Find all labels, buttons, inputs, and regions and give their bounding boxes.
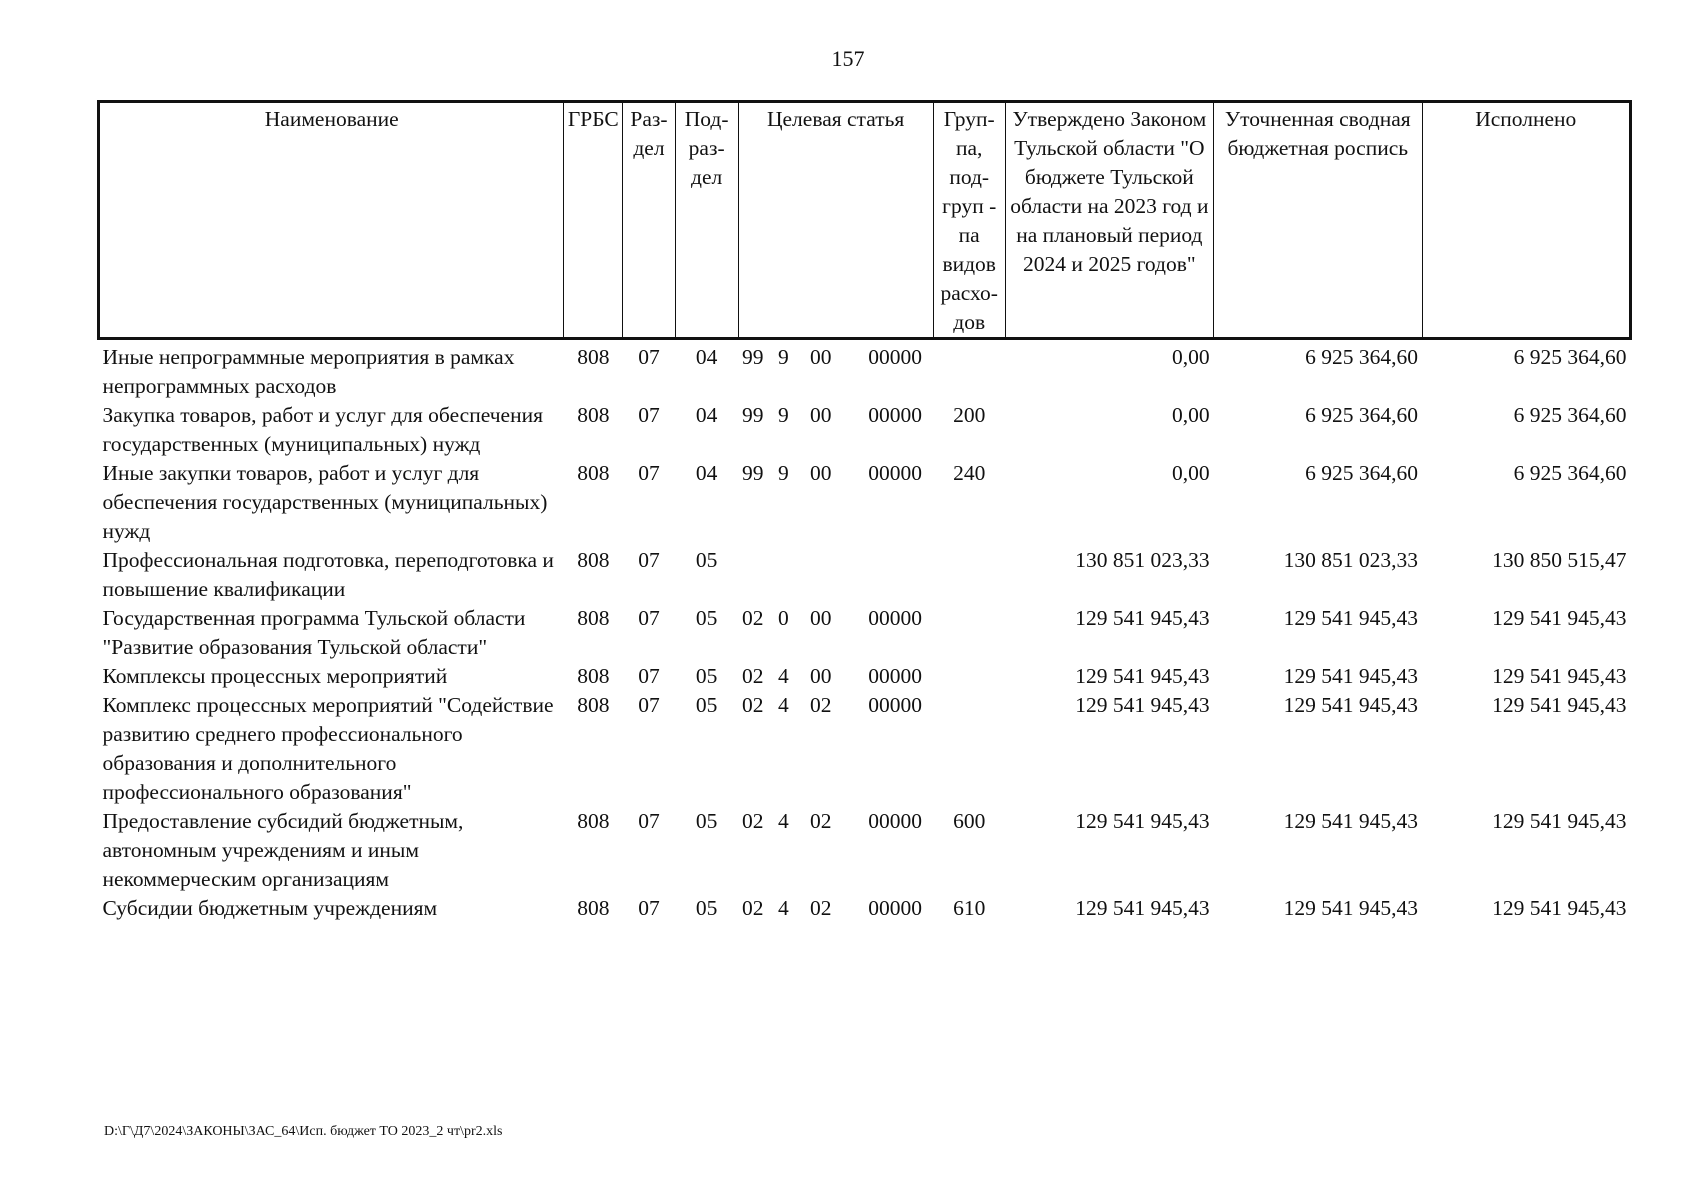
cell-target-article	[738, 339, 933, 402]
header-podrazdel: Под- раз- дел	[675, 102, 738, 339]
target-article-part-2: 4	[778, 896, 789, 920]
cell-razdel: 07	[638, 403, 660, 427]
cell-expense-group	[933, 339, 1005, 402]
target-article-part-4: 00000	[868, 693, 922, 717]
header-name: Наименование	[99, 102, 564, 339]
cell-razdel: 07	[638, 548, 660, 572]
target-article-part-4: 00000	[868, 664, 922, 688]
cell-approved: 0,00	[1171, 345, 1210, 369]
cell-approved: 129 541 945,43	[1075, 809, 1210, 833]
target-article-part-3: 02	[810, 693, 832, 717]
target-article-part-1: 02	[742, 606, 764, 630]
cell-podrazdel: 04	[695, 345, 718, 369]
cell-executed: 129 541 945,43	[1492, 809, 1627, 833]
cell-approved: 129 541 945,43	[1075, 606, 1210, 630]
cell-approved: 130 851 023,33	[1075, 548, 1210, 572]
cell-approved: 129 541 945,43	[1075, 693, 1210, 717]
cell-razdel: 07	[638, 345, 660, 369]
target-article-part-3: 00	[810, 664, 832, 688]
cell-razdel: 07	[638, 809, 660, 833]
table-header	[99, 102, 1631, 339]
cell-grbs: 808	[577, 461, 610, 485]
cell-target-article	[738, 604, 933, 662]
table-row	[99, 662, 1631, 691]
cell-grbs: 808	[577, 606, 610, 630]
cell-executed: 129 541 945,43	[1492, 664, 1627, 688]
cell-approved: 129 541 945,43	[1075, 896, 1210, 920]
cell-executed: 6 925 364,60	[1513, 403, 1627, 427]
target-article-part-3: 02	[810, 896, 832, 920]
target-article-part-1: 99	[742, 345, 764, 369]
cell-target-article	[738, 459, 933, 546]
cell-approved: 0,00	[1171, 461, 1210, 485]
cell-grbs: 808	[577, 345, 610, 369]
cell-executed: 6 925 364,60	[1513, 461, 1627, 485]
cell-target-article	[738, 662, 933, 691]
cell-grbs: 808	[577, 809, 610, 833]
cell-grbs: 808	[577, 896, 610, 920]
target-article-part-2: 4	[778, 809, 789, 833]
target-article-part-1: 99	[742, 403, 764, 427]
target-article-part-2: 9	[778, 403, 789, 427]
cell-executed: 6 925 364,60	[1513, 345, 1627, 369]
cell-approved: 0,00	[1171, 403, 1210, 427]
cell-expense-group	[933, 691, 1005, 807]
cell-expense-group: 610	[953, 896, 986, 920]
cell-razdel: 07	[638, 461, 660, 485]
cell-executed: 129 541 945,43	[1492, 896, 1627, 920]
cell-name: Государственная программа Тульской области "Развитие образования Тульской области"	[102, 606, 526, 659]
target-article-part-3: 00	[810, 606, 832, 630]
target-article-part-4: 00000	[868, 606, 922, 630]
cell-podrazdel: 04	[695, 403, 718, 427]
cell-podrazdel: 05	[695, 548, 718, 572]
cell-expense-group	[933, 604, 1005, 662]
budget-table	[97, 100, 1632, 923]
cell-name: Предоставление субсидий бюджетным, автономным учреждениям и иным некоммерческим организациям	[102, 809, 464, 891]
target-article-part-1: 99	[742, 461, 764, 485]
cell-refined: 6 925 364,60	[1305, 345, 1418, 369]
cell-target-article	[738, 691, 933, 807]
header-expense-group: Груп- па, под- груп - па видов расхо- дов	[933, 102, 1005, 339]
table-row	[99, 691, 1631, 807]
target-article-part-3: 00	[810, 461, 832, 485]
cell-target-article	[738, 401, 933, 459]
footer-file-path: D:\Г\Д7\2024\ЗАКОНЫ\ЗАС_64\Исп. бюджет ТО 2023_2 чт\pr2.xls	[104, 1124, 503, 1139]
target-article-part-1: 02	[742, 896, 764, 920]
header-target-article: Целевая статья	[738, 102, 933, 339]
target-article-part-1: 02	[742, 664, 764, 688]
target-article-part-2: 9	[778, 461, 789, 485]
cell-refined: 6 925 364,60	[1305, 461, 1418, 485]
table-body	[99, 339, 1631, 924]
cell-razdel: 07	[638, 606, 660, 630]
target-article-part-4: 00000	[868, 345, 922, 369]
cell-name: Закупка товаров, работ и услуг для обеспечения государственных (муниципальных) нужд	[102, 403, 543, 456]
cell-name: Комплекс процессных мероприятий "Содействие развитию среднего профессионального образования и дополнительного профессионального образования"	[102, 693, 554, 804]
cell-expense-group: 200	[953, 403, 986, 427]
target-article-part-4: 00000	[868, 403, 922, 427]
table-row	[99, 339, 1631, 402]
cell-executed: 129 541 945,43	[1492, 606, 1627, 630]
target-article-part-1: 02	[742, 809, 764, 833]
header-approved: Утверждено Законом Тульской области "О бюджете Тульской области на 2023 год и на плановый период 2024 и 2025 годов"	[1005, 102, 1213, 339]
cell-grbs: 808	[577, 664, 610, 688]
table-row	[99, 401, 1631, 459]
cell-podrazdel: 05	[695, 606, 718, 630]
table-row	[99, 807, 1631, 894]
cell-refined: 129 541 945,43	[1283, 606, 1418, 630]
cell-podrazdel: 05	[695, 809, 718, 833]
cell-podrazdel: 05	[695, 896, 718, 920]
cell-razdel: 07	[638, 896, 660, 920]
cell-target-article	[738, 546, 933, 604]
target-article-part-4: 00000	[868, 896, 922, 920]
target-article-part-2: 4	[778, 693, 789, 717]
target-article-part-3: 00	[810, 403, 832, 427]
target-article-part-2: 9	[778, 345, 789, 369]
cell-grbs: 808	[577, 548, 610, 572]
table-row	[99, 894, 1631, 923]
cell-podrazdel: 05	[695, 693, 718, 717]
cell-grbs: 808	[577, 693, 610, 717]
cell-refined: 129 541 945,43	[1283, 809, 1418, 833]
cell-razdel: 07	[638, 693, 660, 717]
cell-expense-group	[933, 662, 1005, 691]
table-row	[99, 459, 1631, 546]
cell-expense-group: 240	[953, 461, 986, 485]
cell-expense-group: 600	[953, 809, 986, 833]
cell-target-article	[738, 807, 933, 894]
page-number: 157	[831, 46, 865, 71]
cell-name: Комплексы процессных мероприятий	[102, 664, 448, 688]
header-grbs: ГРБС	[564, 102, 623, 339]
cell-razdel: 07	[638, 664, 660, 688]
cell-name: Субсидии бюджетным учреждениям	[102, 896, 438, 920]
target-article-part-2: 4	[778, 664, 789, 688]
table-row	[99, 604, 1631, 662]
cell-expense-group	[933, 546, 1005, 604]
header-executed: Исполнено	[1422, 102, 1631, 339]
cell-podrazdel: 04	[695, 461, 718, 485]
target-article-part-3: 02	[810, 809, 832, 833]
target-article-part-4: 00000	[868, 809, 922, 833]
cell-name: Иные непрограммные мероприятия в рамках непрограммных расходов	[102, 345, 515, 398]
target-article-part-1: 02	[742, 693, 764, 717]
cell-refined: 6 925 364,60	[1305, 403, 1418, 427]
cell-refined: 130 851 023,33	[1283, 548, 1418, 572]
cell-executed: 129 541 945,43	[1492, 693, 1627, 717]
cell-grbs: 808	[577, 403, 610, 427]
cell-target-article	[738, 894, 933, 923]
cell-approved: 129 541 945,43	[1075, 664, 1210, 688]
target-article-part-3: 00	[810, 345, 832, 369]
target-article-part-4: 00000	[868, 461, 922, 485]
cell-refined: 129 541 945,43	[1283, 664, 1418, 688]
header-razdel: Раз- дел	[623, 102, 676, 339]
table-row	[99, 546, 1631, 604]
cell-name: Иные закупки товаров, работ и услуг для обеспечения государственных (муниципальных) нужд	[102, 461, 548, 543]
cell-refined: 129 541 945,43	[1283, 896, 1418, 920]
cell-name: Профессиональная подготовка, переподготовка и повышение квалификации	[102, 548, 554, 601]
target-article-part-2: 0	[778, 606, 789, 630]
cell-podrazdel: 05	[695, 664, 718, 688]
cell-executed: 130 850 515,47	[1492, 548, 1627, 572]
cell-refined: 129 541 945,43	[1283, 693, 1418, 717]
header-refined: Уточненная сводная бюджетная роспись	[1214, 102, 1422, 339]
